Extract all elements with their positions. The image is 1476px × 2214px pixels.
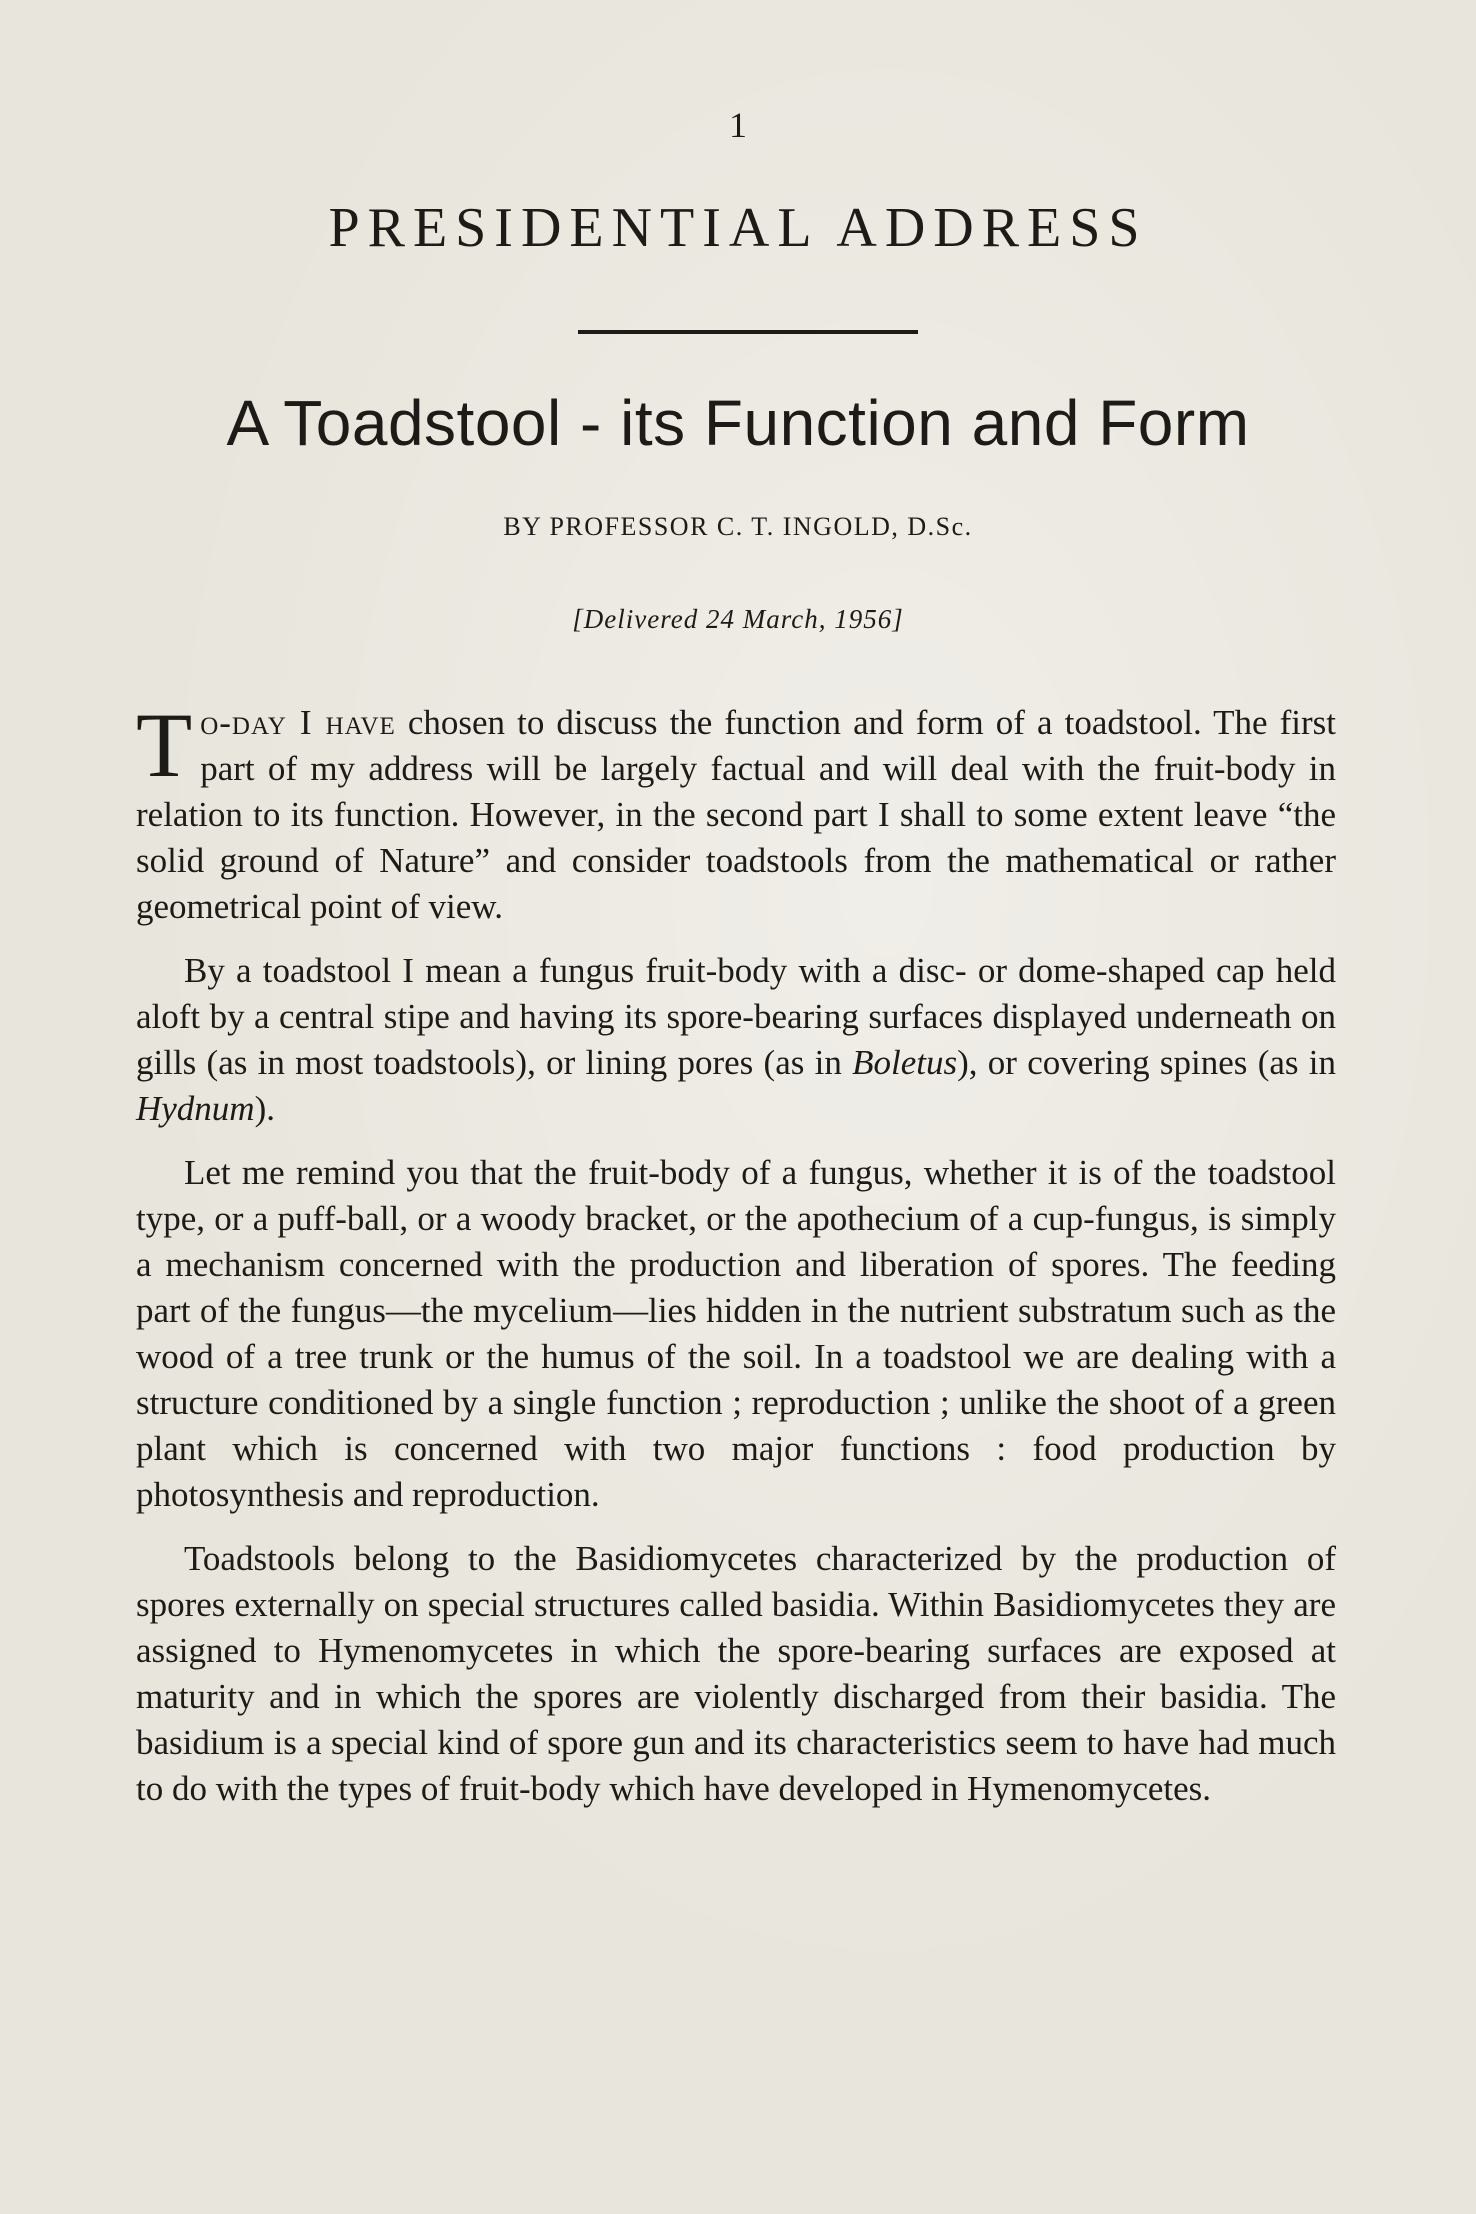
paragraph-3: Let me remind you that the fruit-body of a fungus, whether it is of the toadstool type, or a puff-ball, or a woody bracket, or the apothecium of a cup-fungus, is simply a mechanism concerned with the production and liberation of spores. The feeding part of the fungus—the mycelium—lies hidden in the nutrient substratum such as the wood of a tree trunk or the humus of the soil. In a toadstool we are dealing with a structure conditioned by a single function ; reproduction ; unlike the shoot of a green plant which is concerned with two major functions : food production by photosynthesis and reproduction.: [136, 1153, 1336, 1514]
delivery-date: [Delivered 24 March, 1956]: [572, 604, 904, 634]
paragraph-2: [136, 948, 1336, 1132]
section-heading: PRESIDENTIAL ADDRESS: [328, 197, 1148, 259]
genus-hydnum: Hydnum: [136, 1089, 255, 1128]
paragraph-1: [136, 694, 1336, 930]
paragraph-2-text-e: ).: [254, 1089, 275, 1128]
opening-small-caps: o-day I have: [200, 703, 396, 742]
paragraph-2-text-c: ), or covering spines (as in: [957, 1043, 1336, 1082]
paragraph-1-text: chosen to discuss the function and form of a toadstool. The first part of my address will be largely factual and will deal with the fruit-body in relation to its function. However, in the second part I shall to some extent leave “the solid ground of Nature” and consider toadstools from the mathematical or rather geometrical point of view.: [136, 703, 1336, 926]
article-body: [136, 694, 1336, 1830]
paragraph-4: Toadstools belong to the Basidiomycetes characterized by the production of spores externally on special structures called basidia. Within Basidiomycetes they are assigned to Hymenomycetes in which the spore-bearing surfaces are exposed at maturity and in which the spores are violently discharged from their basidia. The basidium is a special kind of spore gun and its characteristics seem to have had much to do with the types of fruit-body which have developed in Hymenomycetes.: [136, 1539, 1336, 1808]
author-byline: BY PROFESSOR C. T. INGOLD, D.Sc.: [503, 512, 973, 541]
page-number: 1: [729, 105, 747, 145]
drop-cap: T: [136, 694, 193, 796]
article-title: A Toadstool - its Function and Form: [226, 387, 1250, 459]
paragraph-2-text-a: By a toadstool I mean a fungus fruit-body with a disc- or dome-shaped cap held aloft by a central stipe and having its spore-bearing surfaces displayed underneath on gills (as in most toadstools), or lining pores (as in: [136, 951, 1336, 1082]
genus-boletus: Boletus: [852, 1043, 958, 1082]
heading-rule: [578, 330, 918, 334]
